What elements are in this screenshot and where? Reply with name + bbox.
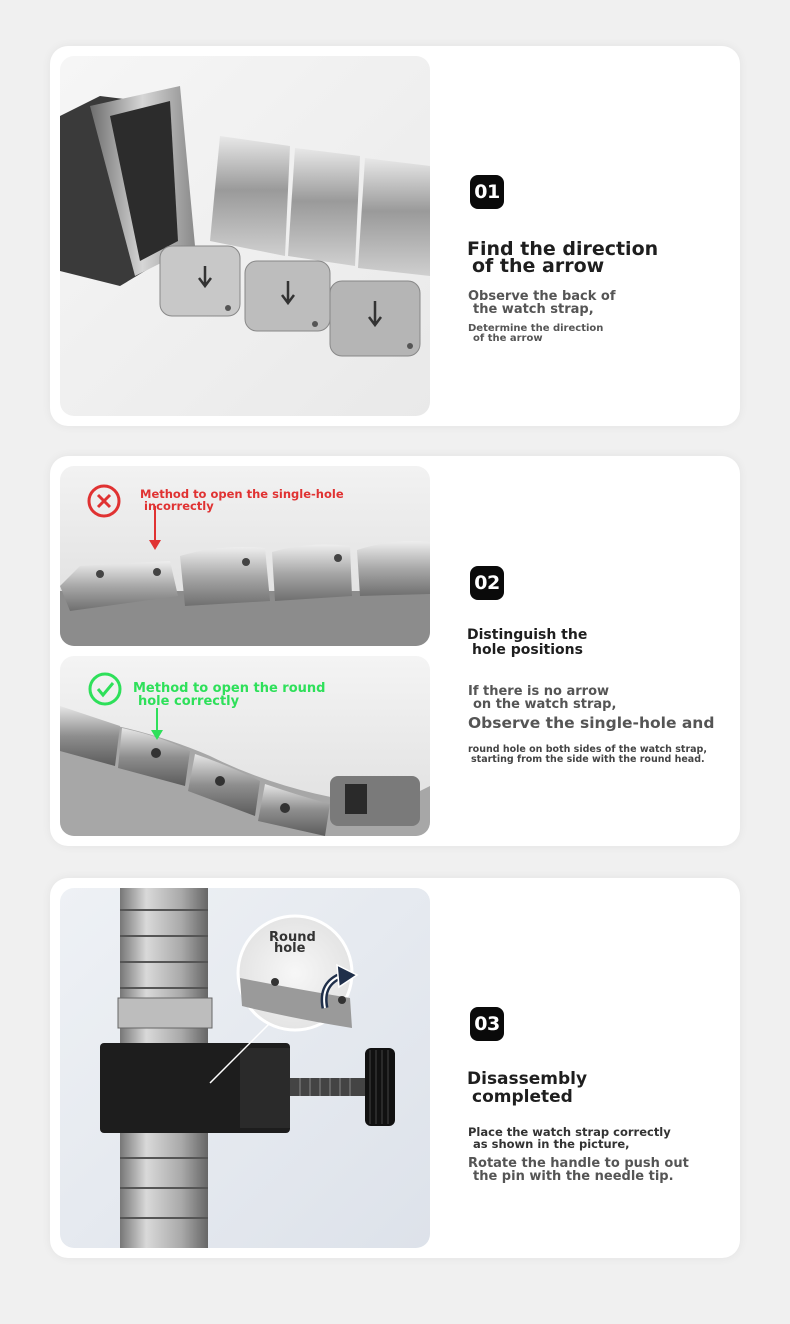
step-description — [468, 745, 707, 764]
step-card-3 — [50, 878, 740, 1258]
step-heading — [467, 240, 658, 276]
description-line: Determine the direction — [468, 323, 604, 334]
down-arrow-icon — [148, 506, 162, 552]
step-number-badge: 01 — [470, 175, 504, 209]
label-line: Round — [269, 930, 316, 945]
heading-line: Find the direction — [467, 238, 659, 260]
wrong-method-label — [140, 489, 344, 512]
step-number-badge: 03 — [470, 1007, 504, 1041]
heading-line: Disassembly — [467, 1069, 588, 1089]
heading-line: Distinguish the — [467, 627, 588, 643]
down-arrow-icon — [150, 708, 164, 742]
description-line: the watch strap, — [473, 302, 594, 317]
cross-circle-icon — [87, 484, 127, 524]
step-card-2 — [50, 456, 740, 846]
label-line: incorrectly — [144, 498, 214, 513]
step-card-1 — [50, 46, 740, 426]
label-line: Method to open the round — [133, 681, 326, 696]
pin-removal-tool-photo — [60, 888, 430, 1248]
step-description: Observe the single-hole and — [468, 714, 715, 732]
step-heading — [467, 628, 587, 657]
step-description — [468, 324, 603, 344]
description-line: the pin with the needle tip. — [473, 1169, 674, 1184]
curved-arrow-icon — [315, 963, 365, 1013]
label-line: hole correctly — [138, 694, 240, 709]
step-description — [468, 1127, 671, 1150]
description-line: as shown in the picture, — [473, 1136, 630, 1151]
step-number-badge: 02 — [470, 566, 504, 600]
description-line: Place the watch strap correctly — [468, 1125, 671, 1139]
step-description — [468, 290, 616, 316]
description-line: round hole on both sides of the watch strap, — [468, 744, 707, 755]
label-line: Method to open the single-hole — [140, 487, 344, 501]
description-line: on the watch strap, — [473, 697, 617, 712]
magnifier-label — [269, 931, 316, 955]
step-description — [468, 1157, 689, 1183]
step-description — [468, 685, 616, 711]
description-line: Rotate the handle to push out — [468, 1156, 689, 1171]
description-line: Observe the back of — [468, 289, 616, 304]
description-line: of the arrow — [473, 333, 543, 344]
description-line: If there is no arrow — [468, 684, 610, 699]
heading-line: completed — [472, 1087, 573, 1107]
heading-line: hole positions — [472, 642, 583, 658]
label-line: hole — [274, 941, 306, 956]
check-circle-icon — [87, 671, 127, 711]
description-line: starting from the side with the round head. — [471, 753, 705, 765]
heading-line: of the arrow — [472, 255, 605, 277]
right-method-label — [133, 682, 325, 708]
strap-back-arrow-photo — [60, 56, 430, 416]
step-heading — [467, 1071, 587, 1106]
